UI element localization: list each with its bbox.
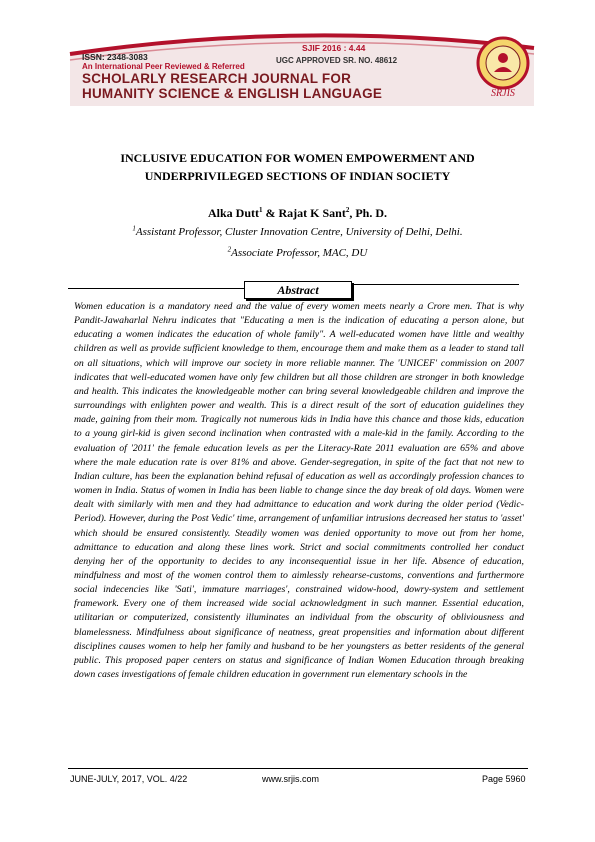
peer-reviewed-label: An International Peer Reviewed & Referred — [82, 62, 245, 71]
footer-issue: JUNE-JULY, 2017, VOL. 4/22 — [70, 774, 188, 784]
author-2-sup: 2 — [345, 206, 350, 214]
affiliation-2-text: Associate Professor, MAC, DU — [231, 247, 368, 259]
author-line — [60, 206, 535, 221]
author-1-sup: 1 — [259, 206, 263, 214]
affiliation-1 — [60, 226, 535, 238]
footer-website[interactable]: www.srjis.com — [262, 774, 320, 784]
ugc-label: UGC APPROVED SR. NO. 48612 — [276, 56, 398, 65]
abstract-text: Women education is a mandatory need and the value of every women meets nearly a Crore men. That is why Pandit-Jawaharlal Nehru indicates that "Educating a men is the indication of educating a person alone, but educating a women indicates the education of whole family". A well-educated women have little and wealthy children as well as provide sufficient knowledge to them, encourage them and make them as a leader to stand tall on all situations, which will improve our society in more reliable manner. The 'UNICEF' commission on 2007 indicates that well-educated women have only few children but all those children are stronger in both knowledge and health. This indicates the knowledgeable mother can bring several knowledgeable children and improve the surroundings with enlighten power and wealth. This is a direct result of the sort of education guidelines they made, gaining from their mom. Tragically not numerous kids in India have this chance and those kids, education to a young girl-kid is given second inclination when contrasted with a male-kid in the family. According to the evaluation of '2011' the female education levels as per the Literacy-Rate 2011 evaluation are 65% and above where the male education rate is over 81% and above. Gender-segregation, in spite of the fact that not new to Indian culture, has been the explanation behind refusal of education as well as accordingly profession chances to women in India. Status of women in India has been liable to change since the day break of old days. Women were dealt with similarly with men and they had admittance to education and work during the older period (Vedic-Period). However, during the Post Vedic' time, arrangement of unfamiliar intrusions decreased her status to 'asset' which should be ensured consistently. Steadily women was denied opportunity to move out from her home, admittance to education and along these lines work. Strict and social commitments controlled her conduct denying her of the opportunity to decides to any inconsequential issue in her life. Absence of education, mindfulness and most of the women control them to aimlessly rehearse-customs, conventions and furthermore social indecencies like 'Sati', immature marriages', constrained widow-hood, dowry-system and settlement framework. Every one of them increased wide social acknowledgment in such manner. Essential education, utilitarian or computerized, consistently illuminates an individual from the obscurity of obliviousness and blamelessness. Mindfulness about significance of neatness, great propensities and information about different disciplines causes women to help her family and husband to be her youngsters as better residents of the general public. This proposed paper centers on status and significance of Indian Women Education through breaking down cases investigations of female children education in government run elementary schools in the — [74, 301, 524, 681]
footer-page-number: Page 5960 — [482, 774, 526, 784]
abstract-heading-box — [244, 281, 352, 299]
journal-banner — [66, 26, 538, 106]
paper-title-line1: INCLUSIVE EDUCATION FOR WOMEN EMPOWERMENT AND — [120, 151, 475, 165]
journal-title-line1: SCHOLARLY RESEARCH JOURNAL FOR — [82, 71, 352, 86]
journal-logo — [472, 36, 534, 98]
paper-title-line2: UNDERPRIVILEGED SECTIONS OF INDIAN SOCIETY — [144, 169, 451, 183]
abstract-heading: Abstract — [277, 283, 319, 297]
abstract-rule-right — [352, 284, 519, 285]
journal-title-line2: HUMANITY SCIENCE & ENGLISH LANGUAGE — [82, 86, 383, 101]
author-suffix: , Ph. D. — [349, 206, 388, 220]
affiliation-2 — [60, 247, 535, 259]
abstract-rule-left — [68, 288, 244, 289]
author-2: Rajat K Sant — [278, 206, 346, 220]
author-1: Alka Dutt — [207, 206, 259, 220]
author-separator: & — [262, 206, 279, 220]
sjif-label: SJIF 2016 : 4.44 — [302, 43, 366, 53]
issn-label: ISSN: 2348-3083 — [82, 52, 148, 62]
affiliation-2-sup: 2 — [227, 245, 232, 254]
logo-text: SRJIS — [491, 88, 515, 98]
affiliation-1-sup: 1 — [132, 224, 136, 233]
affiliation-1-text: Assistant Professor, Cluster Innovation Centre, University of Delhi, Delhi. — [135, 226, 463, 238]
footer-rule — [68, 768, 528, 769]
